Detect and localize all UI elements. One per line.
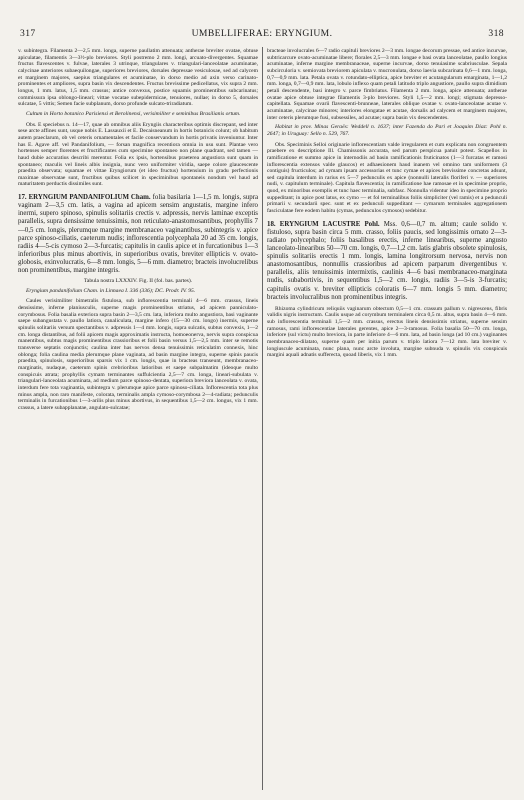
running-header bbox=[20, 28, 504, 42]
column-divider bbox=[262, 47, 263, 790]
running-title: UMBELLIFERAE: ERYNGIUM. bbox=[191, 28, 333, 39]
observation-paragraph: Obs. Speciminis Selloi originarie inflorescentiam valde irregularem et cum explicatu non congruentem praebere ex descriptione Ill. Chamissonis accurata, sed parum perspicua patuit potest. Scapellos in ramificatione et summo apice in internodiis ad basin ramificationis fruticinatos (1—3 furcatas et ramosi inflorescentia extensos valde glaucos) et adhaesionem haud inanem vel omnino tam uniformem (3 contiguis) fructiculos; ad cymam ipsam accessorias et tunc cymae et apices brevissime concretas adsunt, sed capitula interdum in rarius ex 5—7 pedunculis ex apice (nonnulli lateralis floriferi v. — superiores nudi, v. capitulum terminale). Capitula flavescentia; in ramificatione hae ramosae et in specimine proprio, quod, ex minoribus exemplis et tunc haec terminalia, subfasc. Nonnulla videntur ideo in specimine proprio suppeditant; in apice post latus, ex cymo — et fol terminalibus foliis simpliciter (vel ramis) et a pedunculi primarii v. secundarii spec. sunt et ex pedunculi suppeditant — cymarum terminales aggregationem fasciculatae fere eodem habitu (cymas, pedunculos cymosos) sedebitur. bbox=[267, 141, 507, 215]
culture-note: Cultum in Horto botanico Parisiensi et Berolinensi, verisimiliter e seminibus Brasilianis ortum. bbox=[26, 110, 241, 117]
species-diagnosis: Mss. 0,6—0,7 m. altum; caule solido v. fistuloso, supra basin circa 5 mm. crasso, foliis paucis, sed longissimis ornato 2—3-radiato polycephalo; foliis basalibus erectis, inferne linearibus, superne angusto lanceolato-linearibus 50—70 cm. longis, 0,7—1,2 cm. latis glabris obsolete spinulosis, spinulis solitariis erectis 1 mm. longis, lamina longitrorsum nervosa, nervis non anastomosantibus, nonnullis crassioribus ad apicem parparum divergentibus v. parallelis, aliis tenuissimis intermixtis, caulinis 4—6 basi membranaceo-marginata nudis, subabortivis, in sequentibus 1,5—2 cm. longis, radiis 3—5-is 3-furcatis; capitulis ovatis v. breviter ellipticis coloratis 6—7 mm. longis 5 mm. diametro; bracteis involucralibus non prominentibus integris. bbox=[267, 220, 507, 301]
species-title: 17. ERYNGIUM PANDANIFOLIUM Cham. bbox=[18, 194, 151, 202]
description-paragraph: Rhizoma cylindricum reliquiis vaginarum obtectum 0,5—1 cm. crassum pallum v. nigrescens, fibris validis nigris instructum. Caulis usque ad corymbum terminalem circa 0,5 m. altus, supra basin 4—6 mm. sub inflorescentia terminali 1,5—2 mm. crassus, erectus lineis densissimis striatus, superne sensim ramosus, rami inflorescentiae laterales gerentes, apice 2—3-ramosus. Folia basalia 50—70 cm. longa, inferiore (sul victu) multo breviora, in parte inferiore 4—6 mm. lata, ad basin longa (ad 10 cm.) vaginantes membranaceo-dilatato, superne quam per initia parum v. triplo latiora 7—12 mm. lata breviter v. longiuscule acuminata, nunc plana, nunc arcte involuta, margine subnuda v. spinulis vix conspicuis margini aquali adnatis sufferecta, quoad liberis, vix 1 mm. bbox=[267, 305, 507, 359]
left-column bbox=[18, 48, 258, 792]
page-number-right: 318 bbox=[488, 28, 504, 39]
species-title: 18. ERYNGIUM LACUSTRE Pohl. bbox=[267, 220, 380, 228]
species-entry bbox=[267, 221, 507, 302]
species-entry bbox=[18, 194, 258, 275]
description-paragraph: Caules verisimiliter bimetralis fistulosa, sub inflorescentia terminali 4—6 mm. crassus, lineis densissime, inferne planiusculis, superne magis prominentibus striatus, ad apicem panniculato-corymbosus. Folia basalia exteriora supra basin 2—3,5 cm. lata, inferiora multo angustiora, basi vaginante saepe subangustata v. paullo latiora, canaliculata, margine infero (15—30 cm. longo) inermis, superne spinulis solitariis versum spectantibus v. adpressis 1—4 mm. longis, supra sulcatis, subtus convexis, 1—2 cm. longa distantibus, ad folii apicem magis approximatis instructa, homoeonerva, nervis supra conspicua manentibus, subtus magis prominentibus crassioribus et folii basin versus 1,5—2,5 mm. inter se remotis transverse septatis conjunctis; caulina inter has nervos densa tenuissimis reticulatim connexis, hinc oblonga; folia caulina media plerumque plane vaginata, ad basin margine integra, superne spinis paucis praedita, spinulosis, superioribus sparsis vix 1 cm. longis, quae in bracteas transeunt, membranaceo-marginatis, nudaque, caeterum spinis crebrioribus latioribus et saepe subpalmatim (ideoque multo conspicuis atrata; prophyllis cymam terminantes suffulcientia 2,5—7 cm. longa, lineari-subulata v. triangulari-lanceolata acuminata, ad medium parce spinoso-dentata, superiora breviora lanceolata v. ovata, interdum fere tota vaginantia, subintegra v. plerumque apice parce spinoso-ciliata. Inflorescentia tota plus minus ampla, non raro manifeste, colorata, terminalis ampla cymoso-corymbosa 2—4-radiata; pedunculis terminalis in furcationibus 1—3-arilis plus minus abortivus, in sequentibus 1,5—2 cm. longus, vix 1 mm. crassus, a latere subapplanatae, angulato-sulcatae; bbox=[18, 298, 258, 411]
synonymy: Eryngium pandanifolium Cham. in Linnaea I. 336 (336); DC. Prodr. IV. 95. bbox=[26, 287, 196, 294]
right-column bbox=[267, 48, 507, 792]
text-paragraph: v. subintegra. Filamenta 2—2,5 mm. longa, superne paullatim attenuata; antherae breviter ovatae, obtuse apiculatae, filamentis 3—3½-plo breviores. Styli postremo 2 mm. longi, arcuato-divergentes. Squamae fructus flavescentes v. fulvae, laterales 3 utrinque, triangulares v. triangulari-lanceolatae acuminatae, calycinae anteriores subaequilongae, superiores breviores, dorsales depressae vesiculosae, sed ad calycem et marginem majores, saepius triangulares et acuminatae, in dorso medio ad axin verso carinato-prominentes et ampliores, supra basin vix descendentes. Fructus brevissime pedicellatus, vix supra 2 mm. longus, 1 mm. latus, 1,5 mm. crassus; antice convexus, postice squamis prominentibus subcarinatus; commissura ipsa oblongo-lineari; vittae vocatae subepidermicae, tenuiores, nullae; in dorso 5, dorsales sulcatae, 5 vittis; Semen facie subplanum, dorso profunde sulcato-triradiatum. bbox=[18, 48, 258, 108]
text-paragraph: bracteae involucrales 6—7 radio capituli breviores 2—3 mm. longae decorum pressae, sed antice incurvae, subtricarcure ovato-acuminatae libere; florales 2,5—3 mm. longae e basi ovata lanceolatae, paullo longius acuminatae, inferne margine membranaceae, superne incurvae, dorso tenuiasime scabriusculae. Sepala subcirculoria v. semiovata breviorem apiculata v. mucronulata, dorso laevia subcarinata 0,6—1 mm. longa, 0,7—0,9 mm. lata. Petala ovata v. rotundato-elliptica, apice breviter et acutangularum emarginata, 1—1,2 mm. longa, 0,7—0,9 mm. lata, lobulo inflexo quam petali latitudo triplo angustiore, paullo supra dimidium petali descendente, basi integro v. parce fimbriatus. Filamenta 2 mm. longa, apice attenuata; antherae ovatae apice obtuse integrae filamentis 3-plo breviores. Styli 1,5—2 mm. longi; stigmata depresso-capitellata. Squamae ovarii flavescenti-brunneae, laterales oblique ovatae v. ovato-lanceolatae acutae v. acuminatae, calycinae minores; interiores elongatae et acutae, dorsalis ad calycem et marginem majores, inter ceteris plerumque fusi, subsessiles, ad acutae; supra basin vix descendentes. bbox=[267, 48, 507, 121]
page-number-left: 317 bbox=[20, 28, 36, 39]
habitat-note: Habitat in prov. Minas Geraës: Weddell n. 1637; inter Fazenda do Pari et Joaquim Diaz: Pohl n. 2647; in Uruguay: Sello n. 529, 767. bbox=[267, 124, 507, 137]
plate-reference: Tabula nostra LXXXIV. Fig. II (fol. bas. partes). bbox=[83, 278, 193, 285]
observation-paragraph: Obs. E speciebus n. 14—17, quae ab omnibus aliis Eryngiis characteribus optimis discrepant, sed inter sese arcte affines sunt, usque nobis E. Lassauxii et E. Decaisneanum in hortis botanicis colunt; ob habitum autem praeclarum, ob vel ceteris ornamentales et facile conservandum in hortis privatis inveniuntur. Inter has E. Agave aff. vel Pandanifolium, — forsan magnifica recentiora omnia in usu sunt. Plantae vero hortenses semper florentes et fructificantes cum specimine spontaneo non plane quadrant, sed tamen — haud dubie accuratius describi merentur. Folia ex ipsis, hortensibus praeterea angustiora sunt quam in spontaneo; maculis vel lineis albis insignia, nunc vero uniformiter viridia, saepe colore glaucescente praedita observata; squamae et vittae Eryngiorum (et ideo fructus) hortensium in gradu perfectionis maximae observatae sunt, fructibus quibus scilicet in speciminibus spontaneis nondum vel haud ad maturitatem perductis dissimiles sunt. bbox=[18, 121, 258, 188]
species-diagnosis: folia basilaria 1—1,5 m. longis, supra vaginam 2—3,5 cm. latis, a vagina ad apicem sensim angustatis, margine infero inermi, supero spinoso, spinulis solitariis crectis v. adpressis, nervis laminae exceptis parallelis, supra densissime tenuissimis, non reticulato-anastomosantibus, prophyllis 7—0,5 cm. longis, plerumque margine membranaceo vaginantibus, subintegris v. apice parce spinoso-ciliatis, caeterum nudis; inflorescentia polycephala 20 ad 35 cm. longis, radiis 4—5-cis cymoso 2—3-furcatis; capitulis in caulis apice et in furcationibus 1—3 inferioribus plus minus abortivis, in superioribus ovatis, breviter ellipticis v. ovato-globosis, exinvolucratis, 6—8 mm. longis, 5—6 mm. diametro; bracteis involucrelibus non prominentibus, margine integris. bbox=[18, 194, 258, 274]
